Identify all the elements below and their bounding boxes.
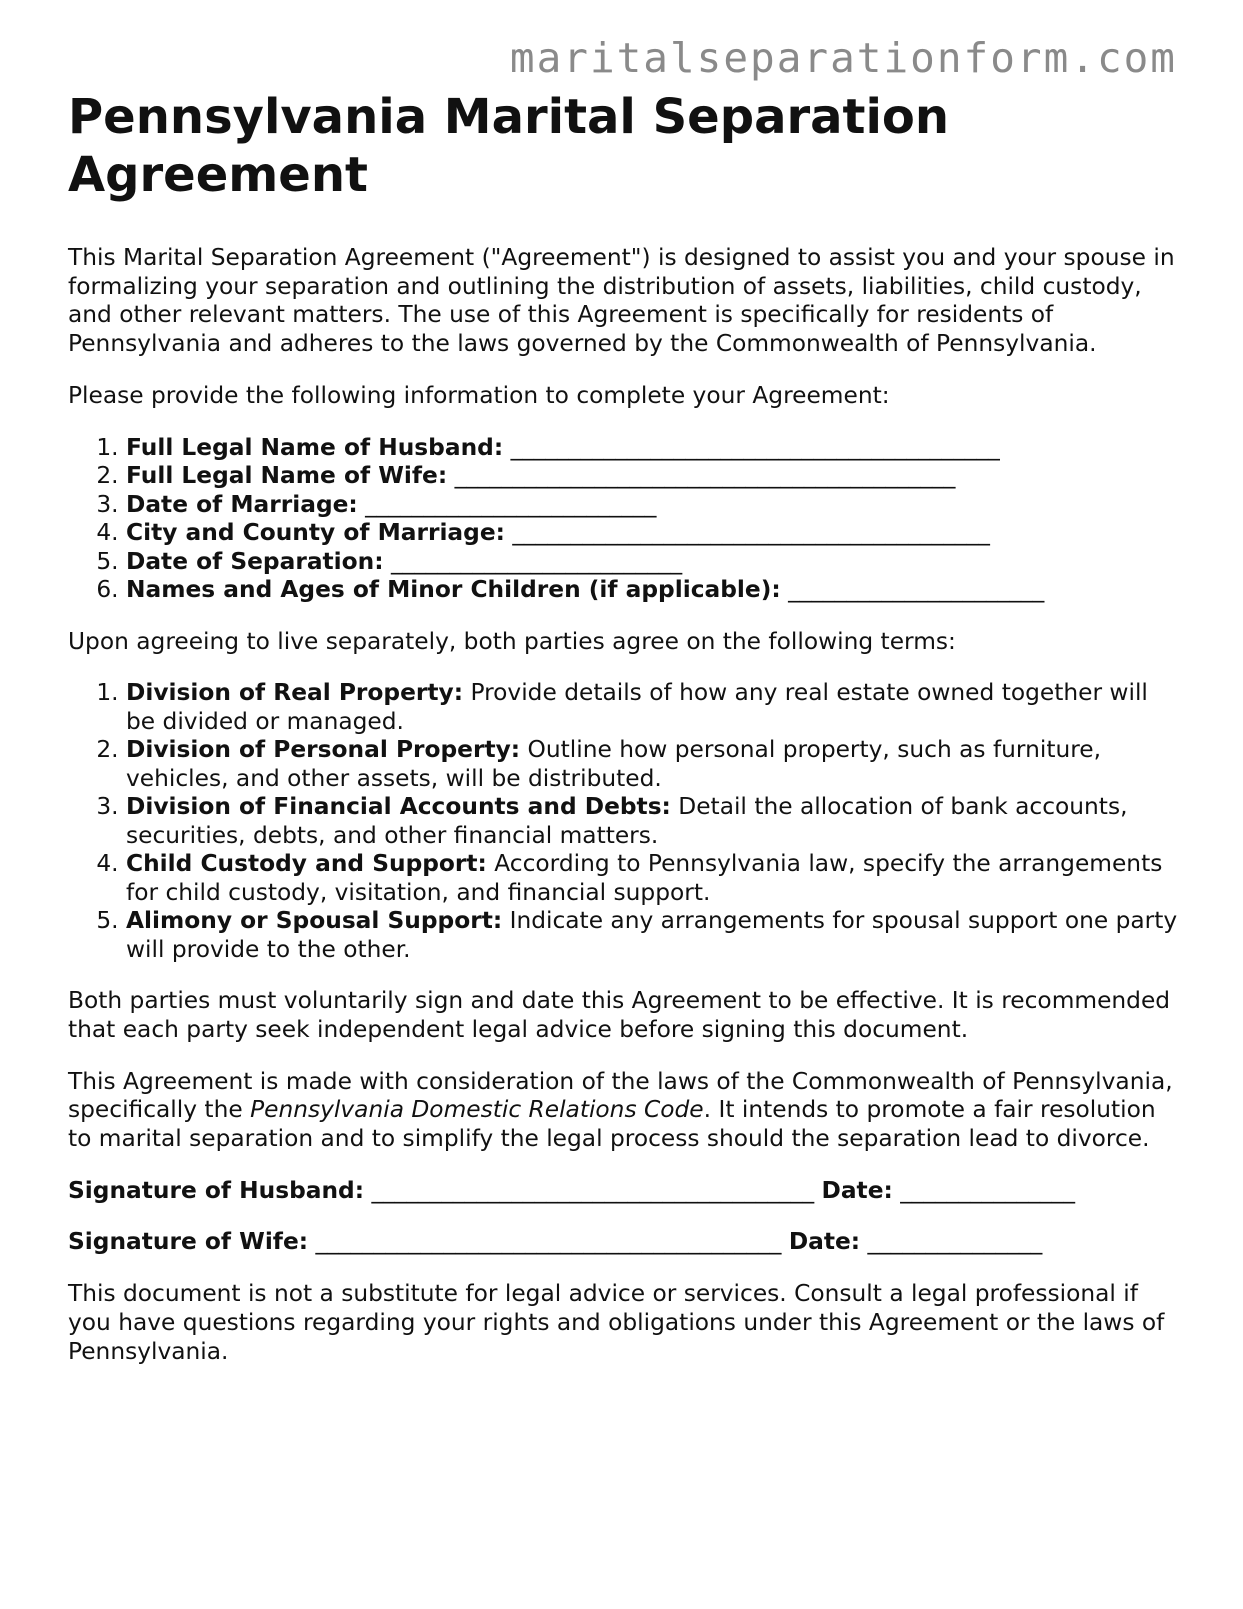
wife-signature-label: Signature of Wife:	[68, 1228, 309, 1256]
fill-in-blank[interactable]: _________________________________________	[512, 519, 990, 547]
field-label: Full Legal Name of Wife:	[126, 462, 448, 490]
terms-intro: Upon agreeing to live separately, both parties agree on the following terms:	[68, 627, 956, 655]
term-heading: Division of Real Property:	[126, 679, 464, 707]
document-page	[68, 88, 1178, 1366]
term-alimony	[126, 907, 1178, 964]
fill-in-blank[interactable]: ______________________	[788, 576, 1045, 604]
fill-in-blank[interactable]: _________________________	[365, 490, 657, 518]
term-heading: Alimony or Spousal Support:	[126, 907, 503, 935]
disclaimer: This document is not a substitute for legal advice or services. Consult a legal professional if you have questions regarding your rights and obligations under this Agreement or the laws of Pennsylvania.	[68, 1280, 1165, 1365]
husband-signature-row	[68, 1177, 1178, 1206]
term-child-custody	[126, 850, 1178, 907]
term-text: Detail the allocation of bank accounts, securities, debts, and other financial matters.	[126, 793, 1128, 849]
term-heading: Division of Personal Property:	[126, 736, 521, 764]
info-field-husband-name	[126, 434, 1178, 463]
field-label: City and County of Marriage:	[126, 519, 505, 547]
fill-in-blank[interactable]: ___________________________________________	[454, 462, 956, 490]
info-prompt: Please provide the following information to complete your Agreement:	[68, 381, 890, 409]
term-real-property	[126, 679, 1178, 736]
term-financial-accounts	[126, 793, 1178, 850]
terms-list	[68, 679, 1178, 964]
term-text: According to Pennsylvania law, specify the arrangements for child custody, visitation, and financial support.	[126, 850, 1163, 906]
law-code-name: Pennsylvania Domestic Relations Code	[250, 1096, 704, 1124]
document-title: Pennsylvania Marital Separation Agreement	[68, 89, 950, 203]
term-text: Provide details of how any real estate owned together will be divided or managed.	[126, 679, 1148, 735]
term-heading: Child Custody and Support:	[126, 850, 487, 878]
term-heading: Division of Financial Accounts and Debts:	[126, 793, 671, 821]
date-label: Date:	[821, 1176, 893, 1204]
field-label: Names and Ages of Minor Children (if applicable):	[126, 576, 781, 604]
husband-date-blank[interactable]: _______________	[900, 1176, 1075, 1204]
fill-in-blank[interactable]: _________________________	[390, 547, 683, 575]
date-label: Date:	[788, 1228, 861, 1256]
wife-signature-blank[interactable]: ________________________________________	[315, 1228, 782, 1256]
law-note	[68, 1068, 1178, 1154]
term-text: Indicate any arrangements for spousal support one party will provide to the other.	[126, 907, 1178, 963]
term-personal-property	[126, 736, 1178, 793]
field-label: Date of Marriage:	[126, 490, 358, 518]
info-field-marriage-location	[126, 519, 1178, 548]
watermark: maritalseparationform.com	[509, 34, 1177, 82]
field-label: Date of Separation:	[126, 547, 384, 575]
law-note-before: This Agreement is made with consideration of the laws of the Commonwealth of Pennsylvania, specifically the	[68, 1067, 1173, 1124]
field-label: Full Legal Name of Husband:	[126, 433, 504, 461]
info-field-wife-name	[126, 462, 1178, 491]
info-field-separation-date	[126, 548, 1178, 577]
signing-note: Both parties must voluntarily sign and date this Agreement to be effective. It is recommended that each party seek independent legal advice before signing this document.	[68, 987, 1171, 1043]
term-text: Outline how personal property, such as furniture, vehicles, and other assets, will be distributed.	[126, 736, 1102, 792]
info-field-marriage-date	[126, 491, 1178, 520]
fill-in-blank[interactable]: __________________________________________	[510, 433, 1000, 461]
husband-signature-blank[interactable]: ______________________________________	[371, 1176, 815, 1204]
info-fields-list	[68, 434, 1178, 605]
intro-paragraph: This Marital Separation Agreement ("Agreement") is designed to assist you and your spouse in formalizing your separation and outlining the distribution of assets, liabilities, child custody, and other relevant matters. The use of this Agreement is specifically for residents of Pennsylvania and adheres to the laws governed by the Commonwealth of Pennsylvania.	[68, 244, 1175, 358]
husband-signature-label: Signature of Husband:	[68, 1176, 365, 1204]
wife-date-blank[interactable]: _______________	[867, 1228, 1043, 1256]
wife-signature-row	[68, 1228, 1178, 1257]
info-field-minor-children	[126, 576, 1178, 605]
law-note-after: . It intends to promote a fair resolution to marital separation and to simplify the legal process should the separation lead to divorce.	[68, 1096, 1156, 1153]
